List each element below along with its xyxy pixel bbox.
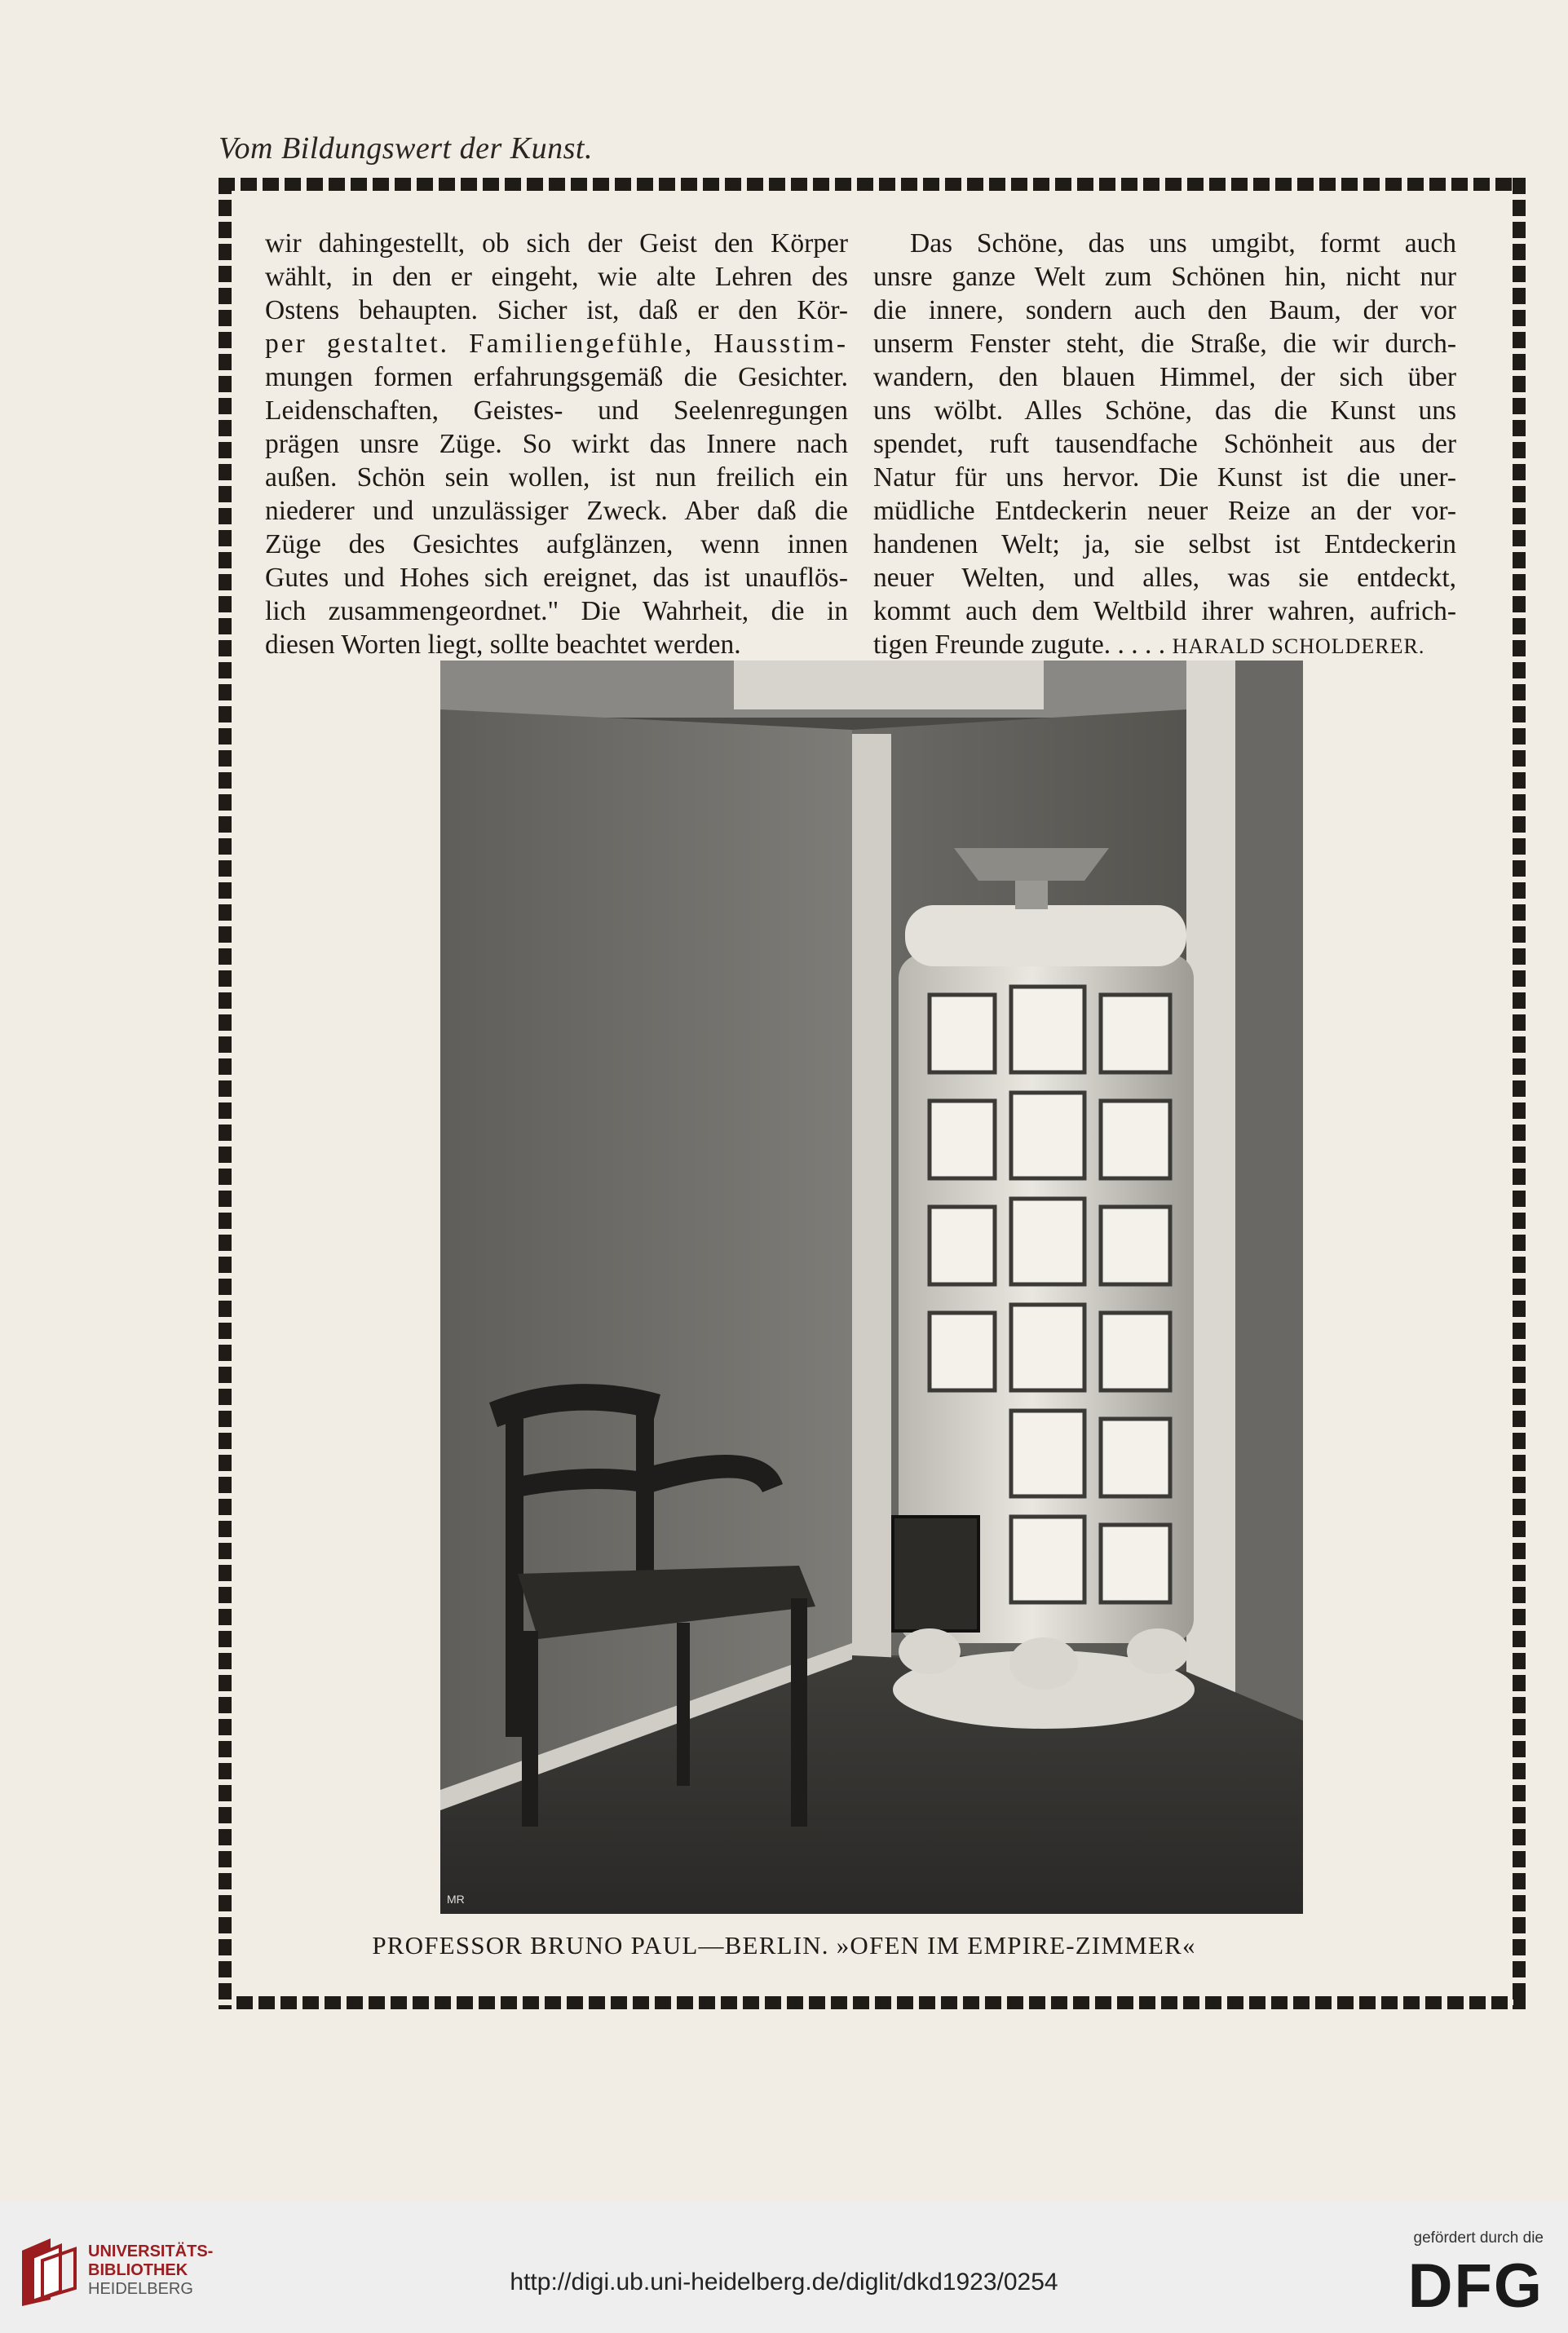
closing-line: tigen Freunde zugute. . . . . [873,630,1166,660]
library-name-line2: BIBLIOTHEK [88,2261,188,2279]
right-column [873,227,1456,663]
frame-top [219,178,1526,191]
text-line: spendet, ruft tausendfache Schönheit aus der [873,429,1456,459]
text-line: wir dahingestellt, ob sich der Geist den Körper [265,228,848,258]
text-line: handenen Welt; ja, sie selbst ist Entdeckerin [873,529,1456,559]
text-line: die innere, sondern auch den Baum, der vor [873,295,1456,325]
permalink-url[interactable]: http://digi.ub.uni-heidelberg.de/diglit/dkd1923/0254 [510,2269,1058,2295]
text-line: prägen unsre Züge. So wirkt das Innere nach [265,429,848,459]
text-line: Züge des Gesichtes aufglänzen, wenn innen [265,529,848,559]
author-signature: HARALD SCHOLDERER. [1172,634,1425,658]
text-line: niederer und unzulässiger Zweck. Aber daß die [265,496,848,526]
text-line: mungen formen erfahrungsgemäß die Gesichter. [265,362,848,392]
text-line: Ostens behaupten. Sicher ist, daß er den Kör- [265,295,848,325]
left-paragraph [265,227,848,661]
text-line: Natur für uns hervor. Die Kunst ist die uner- [873,462,1456,493]
dfg-logo[interactable]: DFG [1407,2251,1544,2321]
text-line: Das Schöne, das uns umgibt, formt auch [910,228,1456,258]
funding-label: gefördert durch die [1413,2229,1544,2247]
frame-bottom [236,1996,1526,2009]
text-line: unserm Fenster steht, die Straße, die wir durch- [873,329,1456,359]
photograph-stove-room [440,661,1303,1914]
library-name-line3: HEIDELBERG [88,2280,193,2298]
text-line: uns wölbt. Alles Schöne, das die Kunst uns [873,395,1456,426]
text-line [873,628,1456,663]
stove-illustration [440,661,1303,1914]
text-line: kommt auch dem Weltbild ihrer wahren, aufrich- [873,596,1456,626]
text-line: wählt, in den er eingeht, wie alte Lehren des [265,262,848,292]
text-line: außen. Schön sein wollen, ist nun freilich ein [265,462,848,493]
photo-caption: PROFESSOR BRUNO PAUL—BERLIN. »OFEN IM EMPIRE-ZIMMER« [372,1931,1196,1960]
text-line: wandern, den blauen Himmel, der sich über [873,362,1456,392]
text-line: diesen Worten liegt, sollte beachtet werden. [265,630,741,660]
text-line: unsre ganze Welt zum Schönen hin, nicht nur [873,262,1456,292]
photo-monogram: MR [447,1893,465,1906]
frame-right [1513,178,1526,2009]
text-line: Gutes und Hohes sich ereignet, das ist unauflös- [265,563,848,593]
text-line: lich zusammengeordnet." Die Wahrheit, die in [265,596,848,626]
text-line: per gestaltet. Familiengefühle, Hausstim- [265,329,848,359]
text-line: neuer Welten, und alles, was sie entdeckt, [873,563,1456,593]
left-column [265,227,848,661]
library-name-line1: UNIVERSITÄTS- [88,2242,214,2260]
text-line: Leidenschaften, Geistes- und Seelenregungen [265,395,848,426]
right-paragraph [873,227,1456,663]
digitization-footer [0,2202,1568,2333]
text-line: müdliche Entdeckerin neuer Reize an der vor- [873,496,1456,526]
running-title: Vom Bildungswert der Kunst. [219,131,593,166]
frame-left [219,178,232,2009]
